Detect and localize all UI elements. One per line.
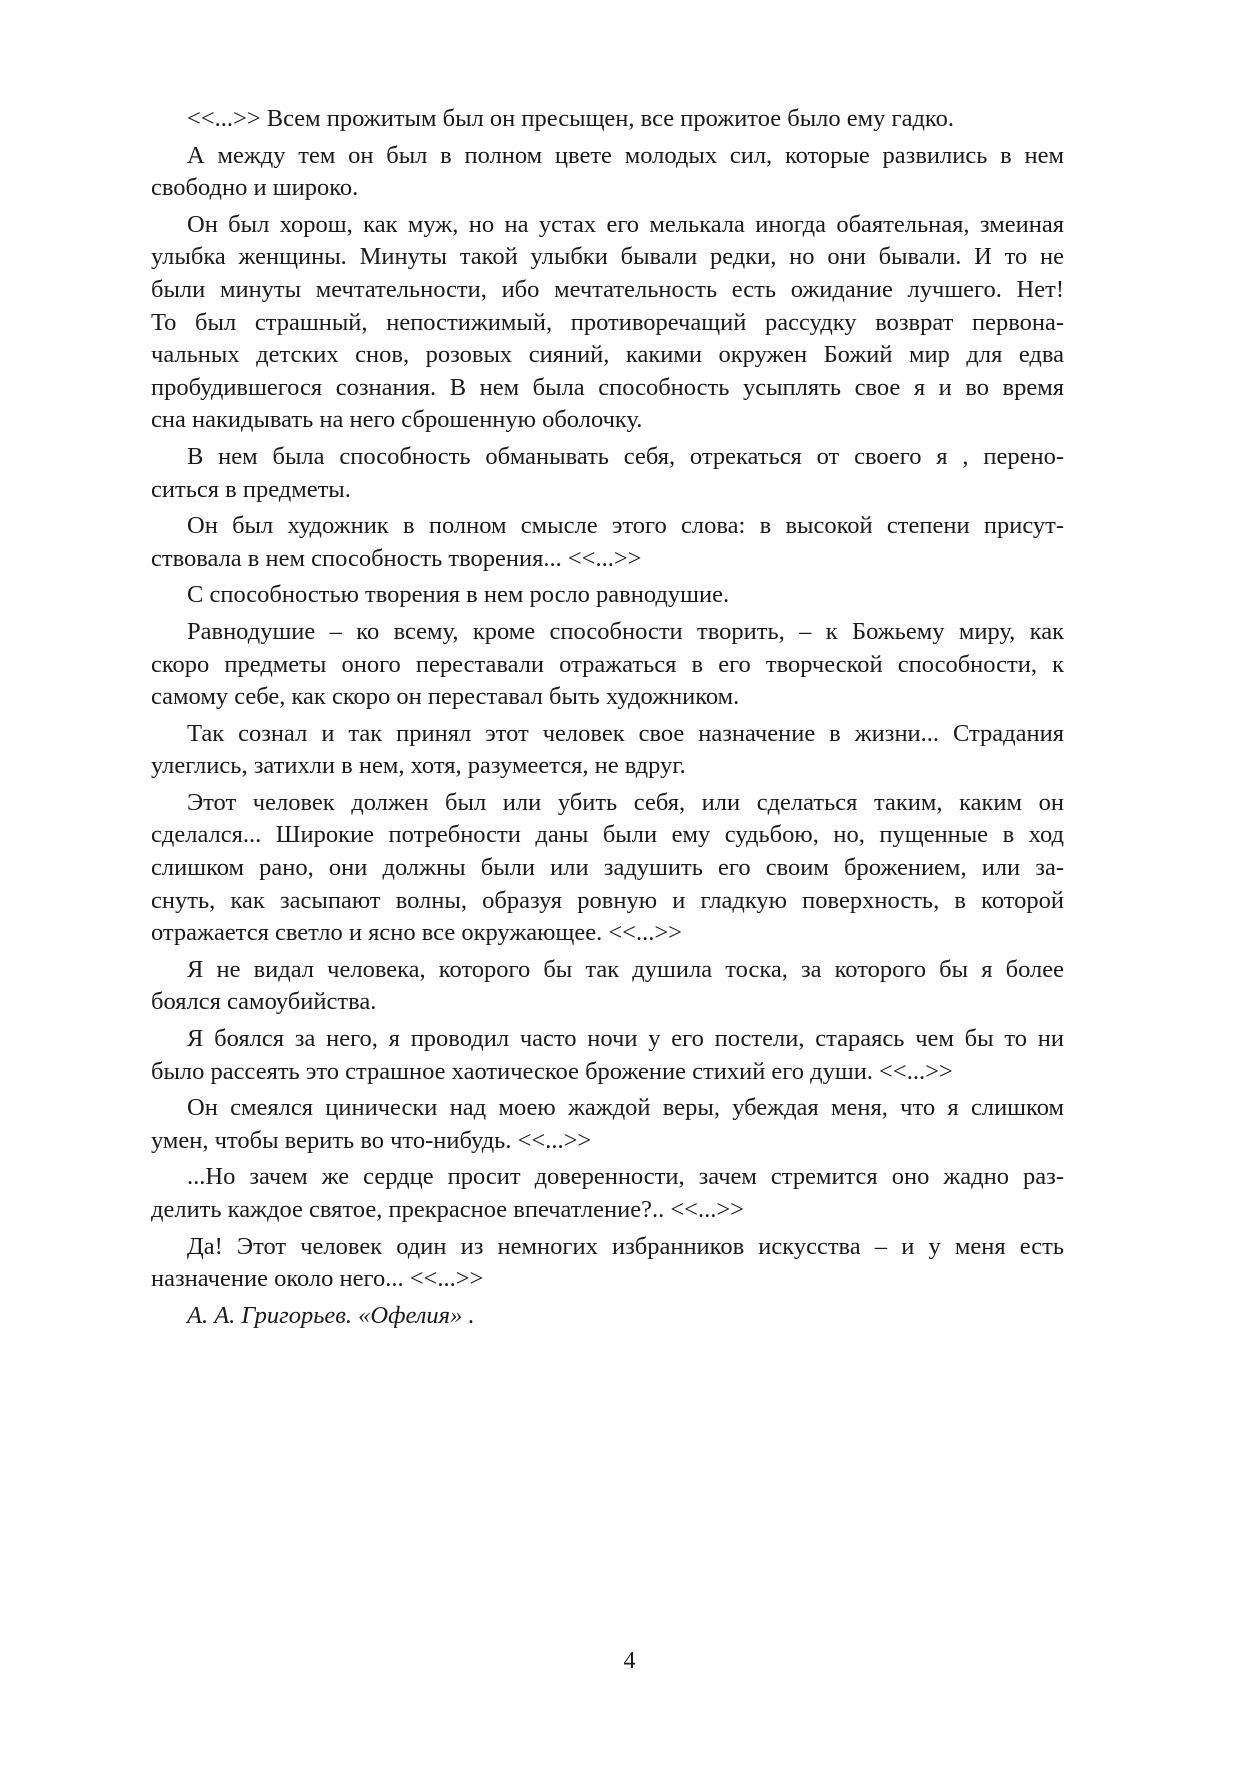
text-line: самому себе, как скоро он переставал быть художником.: [151, 683, 740, 711]
text-line: свободно и широко.: [151, 174, 359, 202]
text-line: назначение около него... <<...>>: [151, 1265, 484, 1293]
text-line: То был страшный, непостижимый, противоречащий рассудку возврат первона-: [151, 308, 1064, 336]
text-line: Этот человек должен был или убить себя, или сделаться таким, каким он: [187, 788, 1064, 816]
paragraph: [151, 616, 1064, 714]
paragraph: [151, 579, 1064, 612]
text-line: отражается светло и ясно все окружающее. <<...>>: [151, 919, 682, 947]
text-line: ствовала в нем способность творения... <<...>>: [151, 544, 642, 572]
text-line: Он смеялся цинически над моею жаждой веры, убеждая меня, что я слишком: [187, 1094, 1064, 1122]
text-line: были минуты мечтательности, ибо мечтательность есть ожидание лучшего. Нет!: [151, 275, 1064, 303]
text-line: С способностью творения в нем росло равнодушие.: [187, 581, 730, 609]
text-line: скоро предметы оного переставали отражаться в его творческой способности, к: [151, 650, 1064, 678]
text-line: боялся самоубийства.: [151, 988, 377, 1016]
paragraph: [151, 787, 1064, 950]
paragraph: [151, 1161, 1064, 1226]
paragraph: [151, 1231, 1064, 1296]
paragraph: [151, 209, 1064, 437]
text-line: делить каждое святое, прекрасное впечатление?.. <<...>>: [151, 1196, 744, 1223]
text-line: слишком рано, они должны были или задушить его своим брожением, или за-: [151, 854, 1064, 882]
attribution: А. А. Григорьев. «Офелия» .: [187, 1301, 475, 1329]
paragraph: [151, 1092, 1064, 1157]
text-line: А между тем он был в полном цвете молодых сил, которые развились в нем: [187, 141, 1064, 169]
text-line: улыбка женщины. Минуты такой улыбки бывали редки, но они бывали. И то не: [151, 243, 1064, 271]
text-line: <<...>> Всем прожитым был он пресыщен, все прожитое было ему гадко.: [187, 105, 954, 132]
text-line: Он был художник в полном смысле этого слова: в высокой степени присут-: [187, 512, 1064, 540]
text-line: ...Но зачем же сердце просит доверенности, зачем стремится оно жадно раз-: [187, 1163, 1064, 1191]
text-line: сделался... Широкие потребности даны были ему судьбою, но, пущенные в ход: [151, 821, 1064, 849]
paragraph: [151, 718, 1064, 783]
text-line: умен, чтобы верить во что-нибудь. <<...>>: [151, 1126, 592, 1154]
page-number: 4: [623, 1648, 636, 1674]
paragraph: [151, 510, 1064, 575]
paragraph: [151, 954, 1064, 1019]
text-line: Он был хорош, как муж, но на устах его мелькала иногда обаятельная, змеиная: [187, 210, 1064, 238]
paragraph: [151, 441, 1064, 506]
text-line: Равнодушие – ко всему, кроме способности творить, – к Божьему миру, как: [187, 617, 1064, 645]
body-text: [151, 103, 1064, 1332]
text-line: Я не видал человека, которого бы так душила тоска, за которого бы я более: [187, 955, 1064, 983]
paragraph: [151, 1023, 1064, 1088]
text-line: Я боялся за него, я проводил часто ночи у его постели, стараясь чем бы то ни: [187, 1025, 1064, 1053]
text-line: ситься в предметы.: [151, 475, 351, 503]
text-line: было рассеять это страшное хаотическое брожение стихий его души. <<...>>: [151, 1057, 953, 1085]
text-line: пробудившегося сознания. В нем была способность усыплять свое я и во время: [151, 373, 1064, 401]
text-line: чальных детских снов, розовых сияний, какими окружен Божий мир для едва: [151, 341, 1064, 369]
text-line: Да! Этот человек один из немногих избранников искусства – и у меня есть: [187, 1232, 1064, 1260]
text-line: сна накидывать на него сброшенную оболочку.: [151, 406, 643, 434]
paragraph: [151, 103, 1064, 136]
text-line: улеглись, затихли в нем, хотя, разумеется, не вдруг.: [151, 752, 686, 780]
text-line: снуть, как засыпают волны, образуя ровную и гладкую поверхность, в которой: [151, 886, 1064, 914]
paragraph: [151, 140, 1064, 205]
text-line: Так сознал и так принял этот человек свое назначение в жизни... Страдания: [187, 719, 1064, 747]
text-line: В нем была способность обманывать себя, отрекаться от своего я , перено-: [187, 442, 1064, 470]
